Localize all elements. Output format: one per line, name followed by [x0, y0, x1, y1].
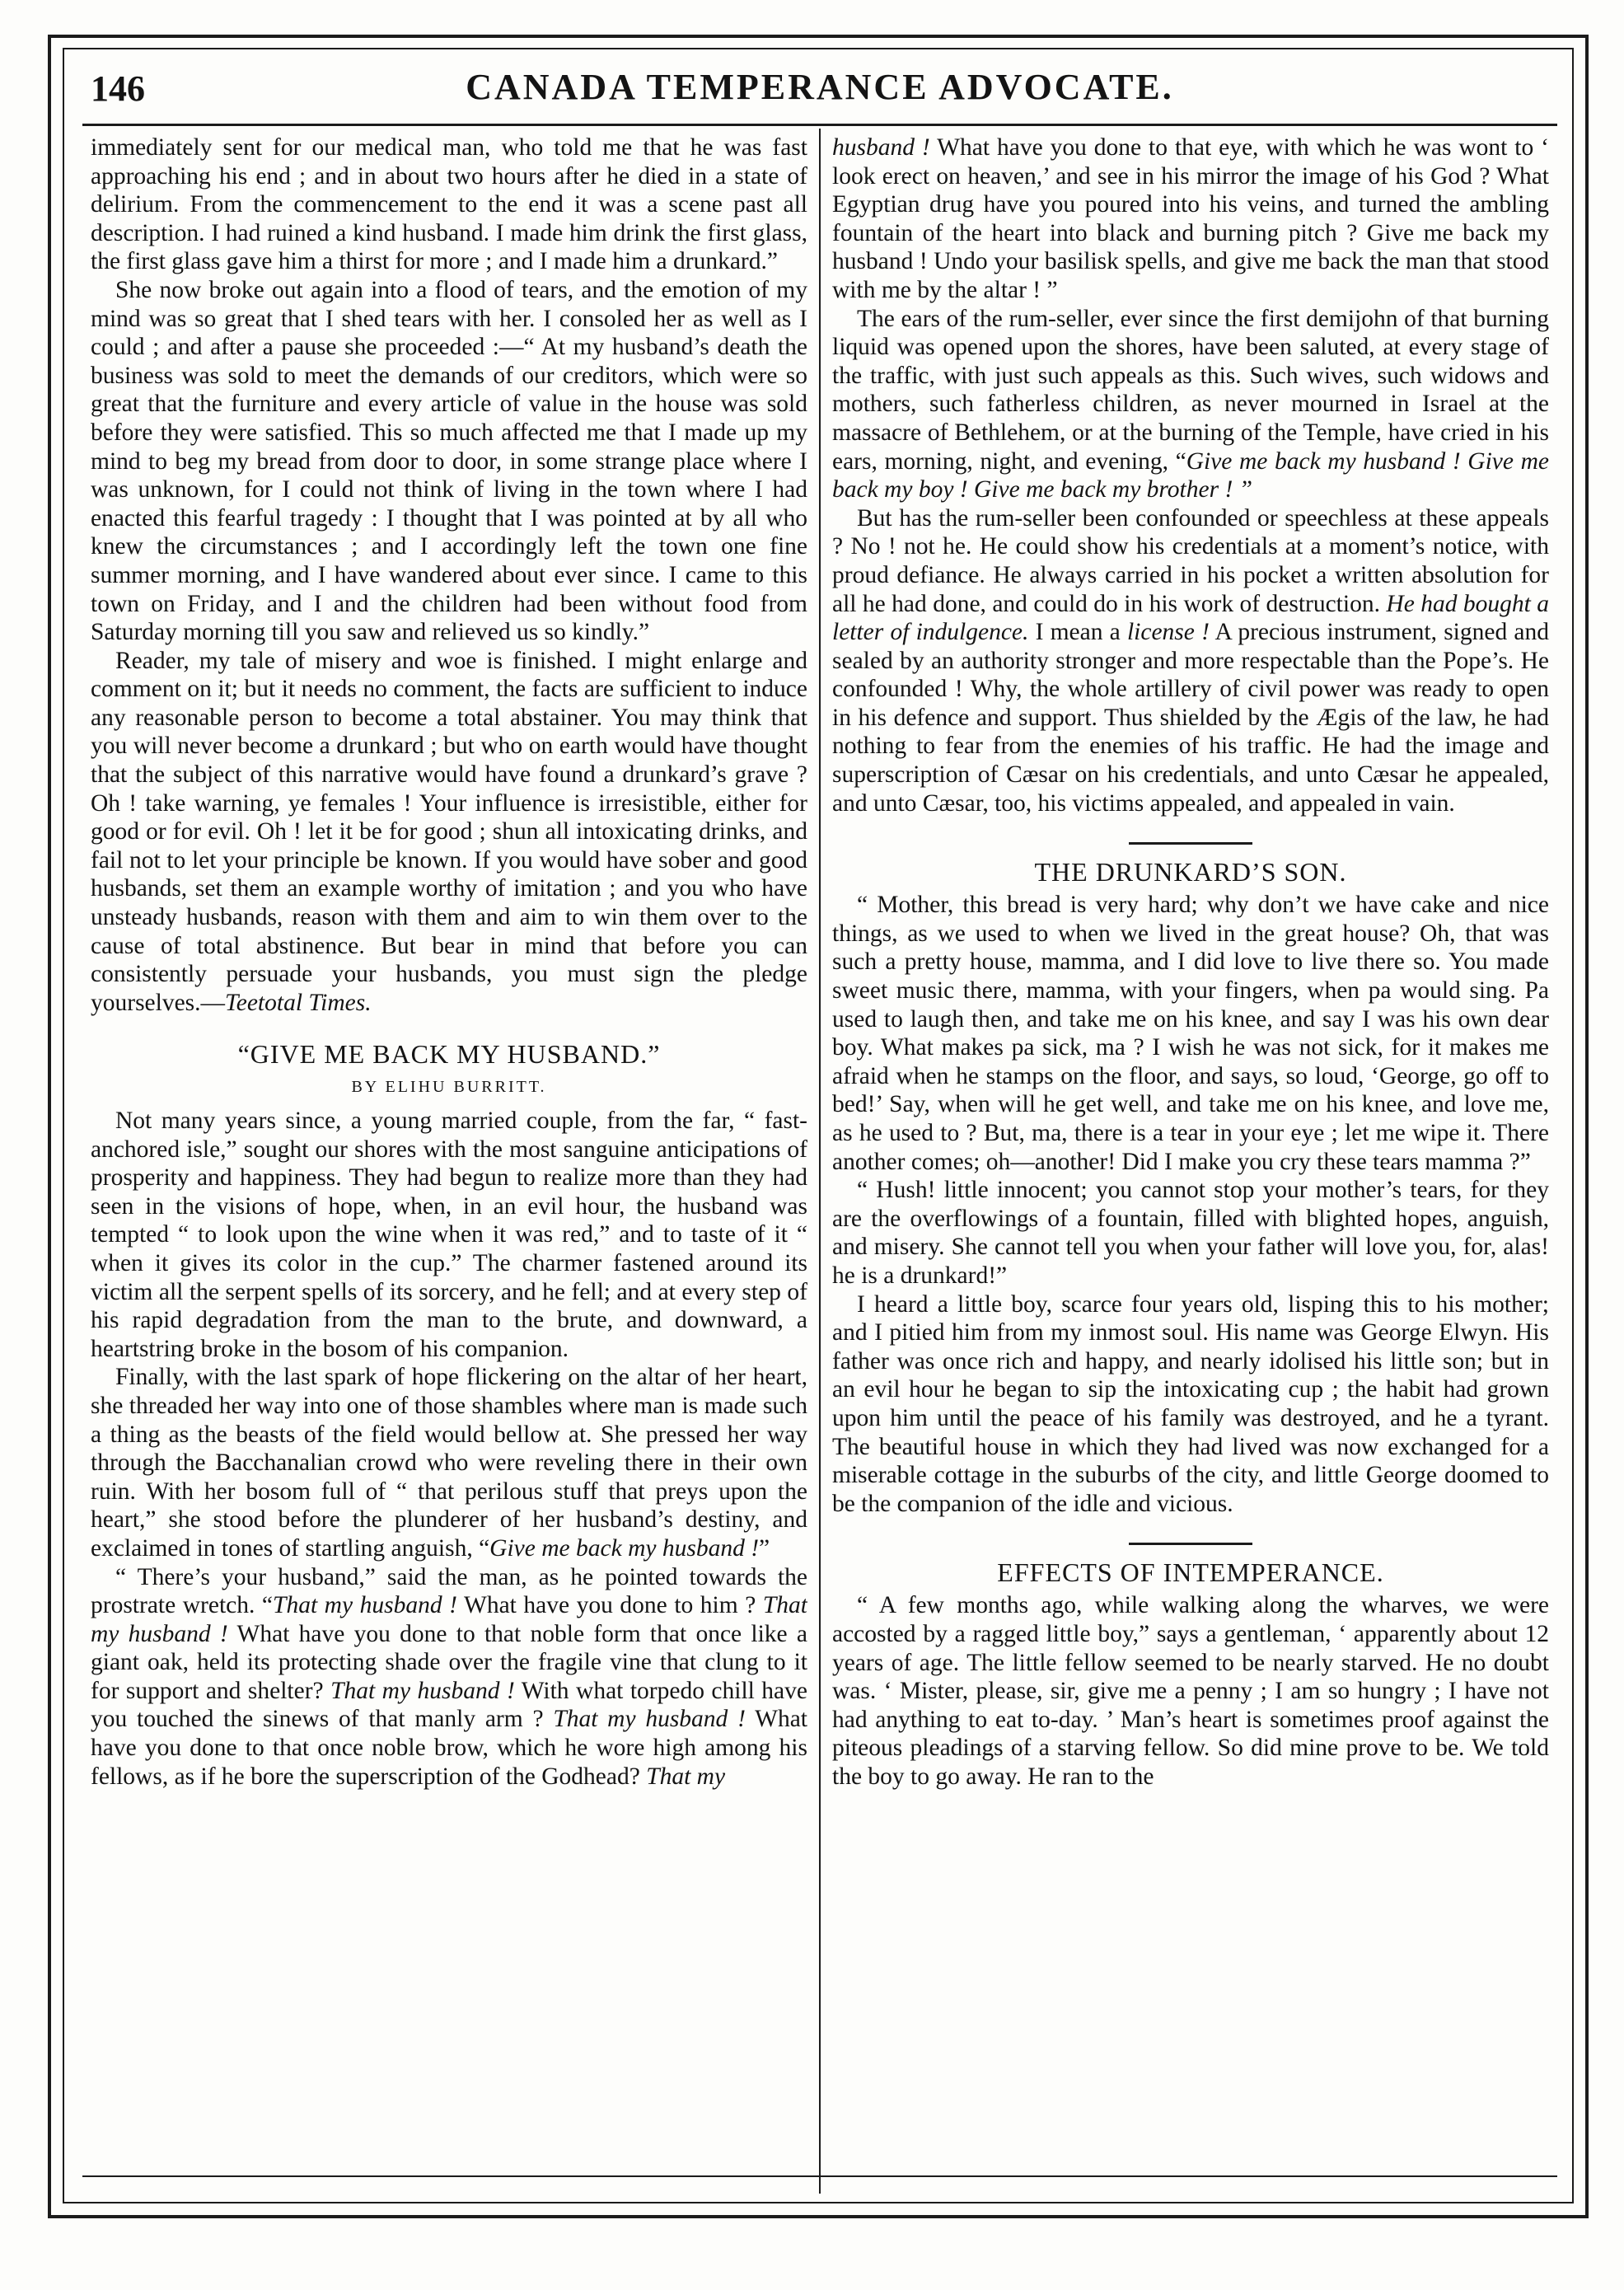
paragraph-text: ” [759, 1534, 770, 1562]
article-title-drunkards-son: THE DRUNKARD’S SON. [1034, 857, 1347, 887]
paragraph: “ Hush! little innocent; you cannot stop your mother’s tears, for they are the overflowings of a fountain, filled with blighted hopes, anguish, and misery. She cannot tell you when your father will love you, for, alas! he is a drunkard!” [832, 1177, 1549, 1289]
italic-quote: That my husband ! [330, 1677, 515, 1704]
page-header [82, 64, 1557, 122]
paragraph-text: What have you done to that once noble brow, which he wore high among his fellows, as if he bore the superscription of the Godhead? [91, 1706, 807, 1790]
italic-quote: That my husband ! [91, 1592, 807, 1647]
paragraph-text: I mean a [1028, 619, 1121, 646]
paragraph-text: The ears of the rum-seller, ever since the first demijohn of that burning liquid was opened upon the shores, have been saluted, at every stage of the traffic, with just such appeals as this. Such wives, such widows and mothers, such fatherless children, as never mourned in Israel at the massacre of Bethlehem, or at the burning of the Temple, have cried in his ears, morning, night, and evening, “ [832, 305, 1549, 475]
paragraph [91, 647, 807, 1018]
article-title-effects-of-intemperance: EFFECTS OF INTEMPERANCE. [997, 1557, 1384, 1588]
paragraph: I heard a little boy, scarce four years old, lisping this to his mother; and I pitied him from my inmost soul. His name was George Elwyn. His father was once rich and happy, and nearly idolised his little son; but in an evil hour he began to sip the intoxicating cup ; the habit had grown upon him until the peace of his family was destroyed, and he a tyrant. The beautiful house in which they had lived was now exchanged for a miserable cottage in the suburbs of the city, and little George doomed to be the companion of the idle and vicious. [832, 1290, 1549, 1517]
source-credit: Teetotal Times. [225, 989, 372, 1016]
column-divider [819, 129, 821, 2194]
paragraph-text: But has the rum-seller been confounded or speechless at these appeals ? No ! not he. He could show his credentials at a moment’s notice, with proud defiance. He always carried in his pocket a written absolution for all he had done, and could do in his work of destruction. [832, 504, 1549, 617]
italic-quote: husband ! [832, 134, 930, 161]
paragraph-text: What have you done to that eye, with which he was wont to ‘ look erect on heaven,’ and see in his mirror the image of his God ? What Egyptian drug have you poured into his veins, and turned the ambling fountain of the heart into black and burning pitch ? Give me back my husband ! Undo your basilisk spells, and give me back the man that stood with me by the altar ! ” [832, 134, 1549, 303]
paragraph-text: A precious instrument, signed and sealed by an authority stronger and more respectable than the Pope’s. He confounded ! Why, the whole artillery of civil power was ready to open in his defence and support. Thus shielded by the Ægis of the law, he had nothing to fear from the enemies of his traffic. He had the image and superscription of Cæsar on his credentials, and unto Cæsar he appealed, and unto Cæsar, too, his victims appealed, and appealed in vain. [832, 619, 1549, 817]
italic-quote: That my [646, 1763, 726, 1790]
paragraph-text: Finally, with the last spark of hope flickering on the altar of her heart, she threaded her way into one of those shambles where man is made such a thing as the beasts of the field would bellow at. She pressed her way through the Bacchanalian crowd who were reveling there in their own ruin. With her bosom full of “ that perilous stuff that preys upon the heart,” she stood before the plunderer of her husband’s destiny, and exclaimed in tones of startling anguish, “ [91, 1364, 807, 1562]
paragraph-text: “ There’s your husband,” said the man, as he pointed towards the prostrate wretch. “ [91, 1563, 807, 1619]
paragraph-text: Reader, my tale of misery and woe is finished. I might enlarge and comment on it; but it needs no comment, the facts are sufficient to induce any reasonable person to become a total abstainer. You may think that you will never become a drunkard ; but who on earth would have thought that the subject of this narrative would have found a drunkard’s grave ? Oh ! take warning, ye females ! Your influence is irresistible, either for good or for evil. Oh ! let it be for good ; shun all intoxicating drinks, and fail not to let your principle be known. If you would have sober and good husbands, set them an example worthy of imitation ; and you who have unsteady husbands, reason with them and aim to win them over to the cause of total abstinence. But bear in mind that before you can consistently persuade your husbands, you must sign the pledge yourselves.— [91, 647, 807, 1016]
paragraph: She now broke out again into a flood of tears, and the emotion of my mind was so great that I shed tears with her. I consoled her as well as I could ; and after a pause she proceeded :—“ At my husband’s death the business was sold to meet the demands of our creditors, which were so great that the furniture and every article of value in the house was sold before they were satisfied. This so much affected me that I made up my mind to beg my bread from door to door, in some strange place where I was unknown, for I could not think of living in the town where I had enacted this fearful tragedy : I thought that I was pointed at by all who knew the circumstances ; and I accordingly left the town one fine summer morning, and I have wandered about ever since. I came to this town on Friday, and I and the children had been without food from Saturday morning till you saw and relieved us so kindly.” [91, 276, 807, 646]
article-byline: BY ELIHU BURRITT. [351, 1078, 547, 1097]
section-divider [1129, 842, 1252, 845]
page-number: 146 [91, 68, 145, 109]
paragraph: “ A few months ago, while walking along the wharves, we were accosted by a ragged little boy,” says a gentleman, ‘ apparently about 12 years of age. The little fellow seemed to be nearly starved. He no doubt was. ‘ Mister, please, sir, give me a penny ; I am so hungry ; I have not had anything to eat to-day. ’ Man’s heart is sometimes proof against the piteous pleadings of a starving fellow. So did mine prove to be. We told the boy to go away. He ran to the [832, 1592, 1549, 1790]
paragraph: immediately sent for our medical man, who told me that he was fast approaching his end ; and in about two hours after he died in a state of delirium. From the commencement to the end it was a scene past all description. I had ruined a kind husband. I made him drink the first glass, the first glass gave him a thirst for more ; and I made him a drunkard.” [91, 134, 807, 275]
left-column [91, 133, 807, 2169]
italic-phrase: He had bought a letter of indulgence. [832, 590, 1549, 646]
paragraph-text: What have you done to him ? [456, 1592, 756, 1619]
paragraph [832, 504, 1549, 818]
paragraph-text: What have you done to that noble form that once like a giant oak, held its protecting shade over the fragile vine that clung to it for support and shelter? [91, 1620, 807, 1704]
italic-quote: Give me back my husband ! [489, 1534, 760, 1562]
italic-quote: That my husband ! [273, 1592, 457, 1619]
paragraph [832, 305, 1549, 504]
journal-title: CANADA TEMPERANCE ADVOCATE. [466, 67, 1174, 107]
article-title-give-me-back-my-husband: “GIVE ME BACK MY HUSBAND.” [237, 1039, 661, 1070]
header-rule [82, 124, 1557, 126]
paragraph: “ Mother, this bread is very hard; why don’t we have cake and nice things, as we used to when we lived in the great house? Oh, that was such a pretty house, mamma, and I did love to live there so. You made sweet music there, mamma, with your fingers, when pa would sing. Pa used to laugh then, and take me on his knee, and say I was his own dear boy. What makes pa sick, ma ? I wish he was not sick, for it makes me afraid when he stamps on the floor, and says, so loud, ‘George, go off to bed!’ Say, when will he get well, and take me on his knee, and love me, as he used to ? But, ma, there is a tear in your eye ; let me wipe it. There another comes; oh—another! Did I make you cry these tears mamma ?” [832, 892, 1549, 1175]
paragraph [832, 133, 1549, 305]
italic-phrase: license ! [1126, 619, 1210, 646]
italic-quote: That my husband ! [553, 1706, 746, 1733]
paragraph [91, 1363, 807, 1562]
paragraph [91, 1563, 807, 1791]
paragraph: Not many years since, a young married couple, from the far, “ fast-anchored isle,” sought our shores with the most sanguine anticipations of prosperity and happiness. They had begun to realize more than they had seen in the visions of hope, when, in an evil hour, the husband was tempted “ to look upon the wine when it was red,” and to taste of it “ when it gives its color in the cup.” The charmer fastened around its victim all the serpent spells of its sorcery, and he fell; and at every step of his rapid degradation from the man to the brute, and downward, a heartstring broke in the bosom of his companion. [91, 1108, 807, 1362]
bottom-rule [82, 2175, 1557, 2177]
italic-quote: Give me back my husband ! Give me back my boy ! Give me back my brother ! ” [832, 447, 1549, 503]
right-column [832, 133, 1549, 2169]
paragraph-text: With what torpedo chill have you touched the sinews of that manly arm ? [91, 1677, 807, 1733]
section-divider [1129, 1543, 1252, 1545]
